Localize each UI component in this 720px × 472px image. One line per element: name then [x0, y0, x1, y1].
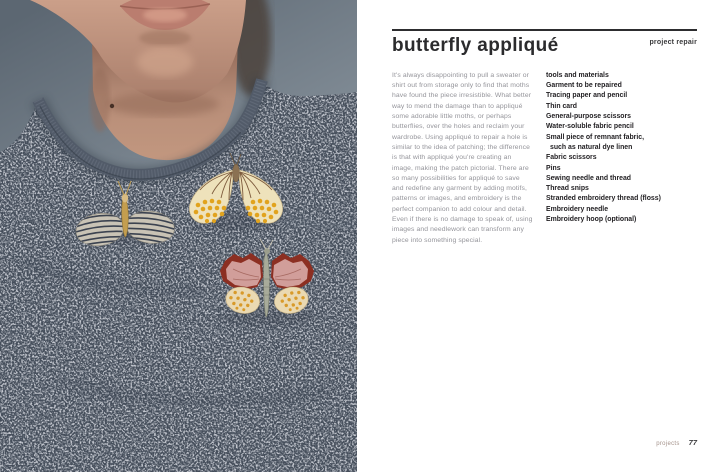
page-title: butterfly appliqué [392, 35, 559, 56]
tool-item: Stranded embroidery thread (floss) [546, 195, 661, 203]
footer-page-number: 77 [688, 438, 697, 447]
intro-paragraph: It's always disappointing to pull a sweater or shirt out from storage only to find that moths have found the piece irresistible. What better way to mend the damage than to appliqué some adorable little moths, or perhaps butterflies, over the holes and reclaim your wardrobe. Using appliqué to repair a hole is similar to the idea of patching; the difference is that with appliqué you're creating an image, making the patch pictorial. There are so many possibilities for appliqué to save and redefine any garment by adding motifs, patterns or images, and embroidery is the perfect companion to add colour and detail. Even if there is no damage to speak of, using images and needlework can transform any piece into something special. [392, 71, 533, 244]
footer-section-label: projects [656, 441, 680, 447]
tool-item: Garment to be repaired [546, 82, 622, 90]
photo-butterfly-sweater [0, 0, 357, 472]
tool-item: Fabric scissors [546, 154, 597, 162]
tool-item: Tracing paper and pencil [546, 92, 628, 100]
moth-body [233, 164, 240, 182]
mole [110, 104, 114, 108]
tool-item: Small piece of remnant fabric, [546, 133, 645, 141]
butterfly-body [264, 251, 270, 317]
underlip-shadow [139, 30, 191, 46]
header-rule [392, 29, 697, 31]
chin-highlight [137, 47, 193, 77]
tool-item: Sewing needle and thread [546, 174, 632, 182]
butterfly-head [264, 248, 270, 254]
tool-item: Pins [546, 164, 561, 172]
tool-item: Thin card [546, 102, 578, 110]
lip-highlight [143, 8, 187, 22]
moth-head [122, 194, 128, 203]
content-columns [392, 71, 697, 246]
tool-item: General-purpose scissors [546, 113, 632, 121]
tool-item: Water-soluble fabric pencil [546, 123, 634, 131]
tool-item: Embroidery hoop (optional) [546, 216, 637, 224]
tool-item: Thread snips [546, 185, 589, 193]
tools-heading: tools and materials [546, 71, 609, 79]
section-eyebrow: project repair [649, 39, 697, 46]
page-header [392, 36, 697, 57]
tools-and-materials [546, 71, 697, 246]
tool-item: such as natural dye linen [550, 143, 633, 151]
text-page [357, 0, 720, 472]
page-footer [656, 438, 697, 447]
photo-illustration [0, 0, 357, 472]
tool-item: Embroidery needle [546, 205, 609, 213]
jaw-shadow [107, 92, 219, 116]
neck-shadow-left [90, 68, 110, 132]
tools-list [546, 81, 697, 225]
